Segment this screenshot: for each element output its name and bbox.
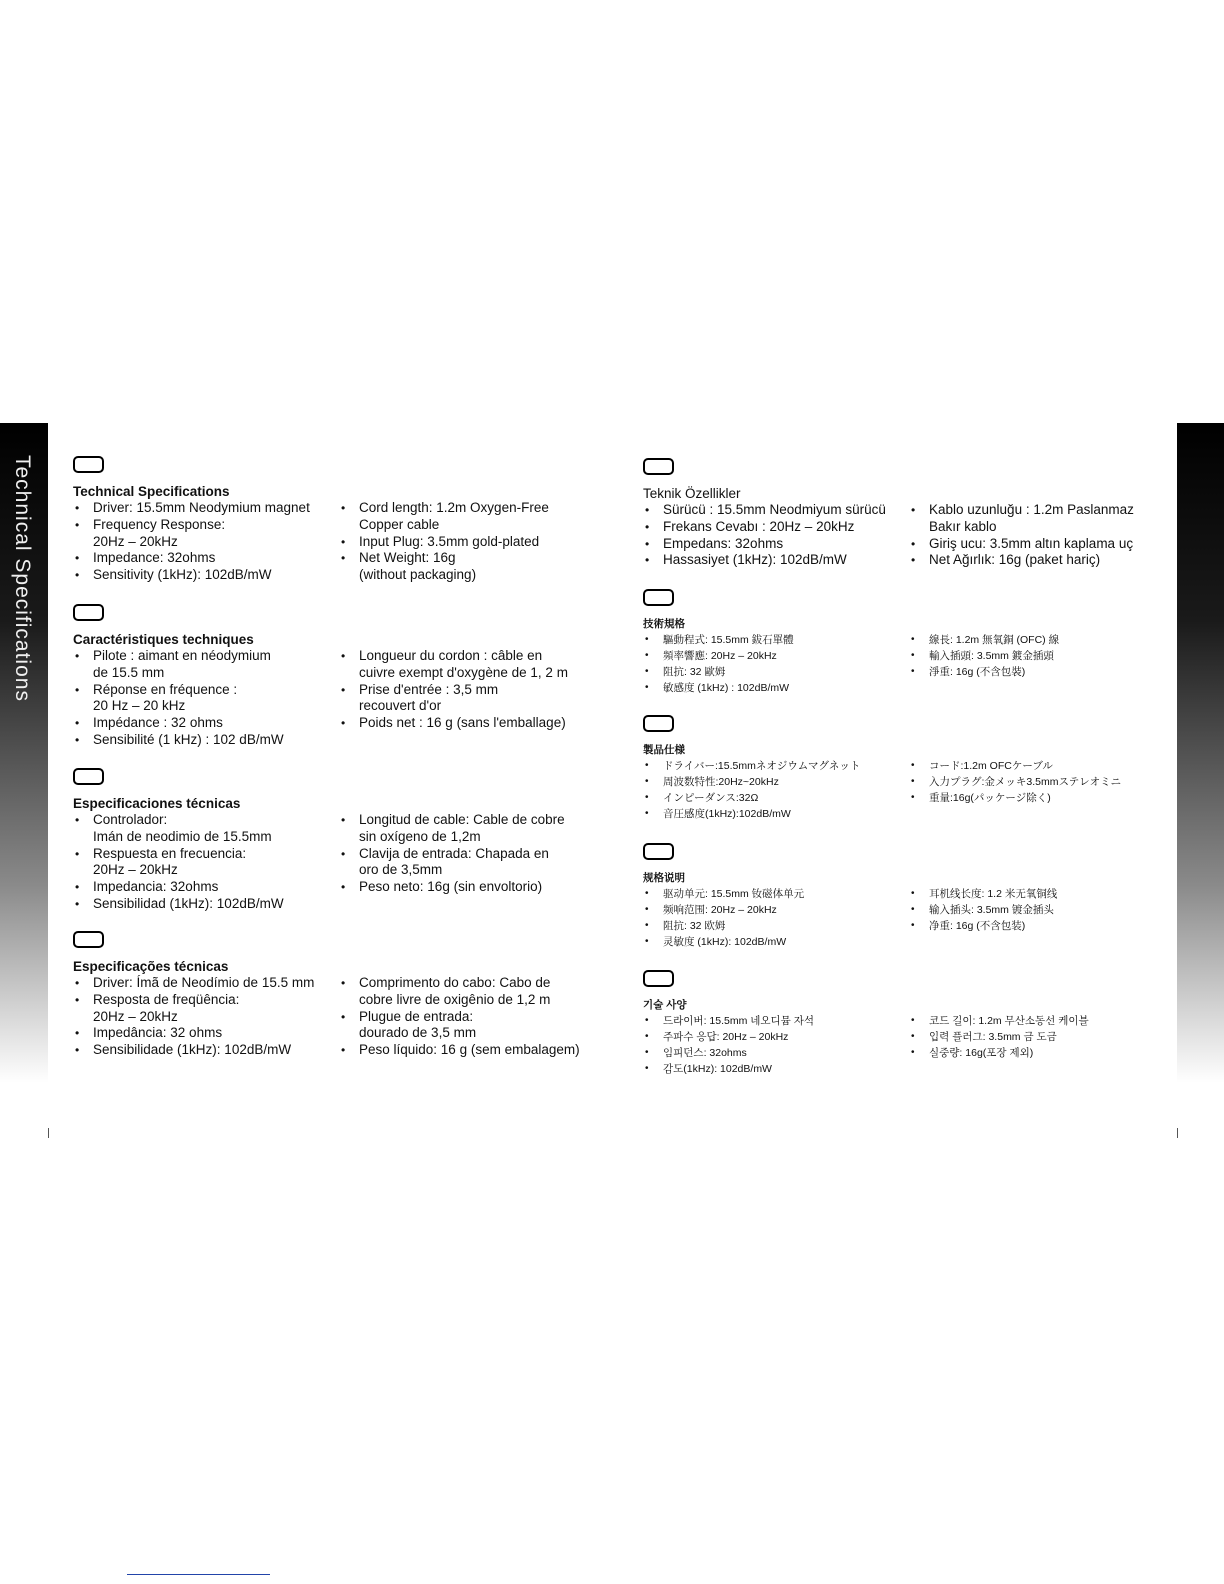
spec-text: • Clavija de entrada: Chapada en: [359, 845, 549, 861]
spec-text: • Plugue de entrada:: [359, 1008, 474, 1024]
section-title: Especificações técnicas: [73, 959, 229, 974]
spec-item: [73, 1025, 339, 1042]
spec-item: [643, 918, 909, 934]
spec-list-left: [643, 886, 909, 950]
spec-text: • 주파수 응답: 20Hz – 20kHz: [663, 1031, 789, 1043]
spec-text: • 頻率響應: 20Hz – 20kHz: [663, 650, 777, 662]
spec-text: • 阻抗: 32 歐姆: [663, 666, 726, 678]
spec-item: [73, 517, 339, 551]
spec-item: [73, 896, 339, 913]
spec-item: [909, 632, 1059, 648]
spec-text: • 코드 길이: 1.2m 무산소동선 케이블: [929, 1015, 1089, 1027]
page-tick-right: [1177, 1128, 1178, 1138]
spec-item: [643, 680, 909, 696]
spec-text: • インピーダンス:32Ω: [663, 792, 759, 804]
spec-item: [73, 992, 339, 1026]
spec-text-continued: 20Hz – 20kHz: [93, 1008, 178, 1024]
spec-item: [73, 715, 339, 732]
spec-text: • Sensibilidad (1kHz): 102dB/mW: [93, 895, 284, 911]
spec-list-left: [73, 812, 339, 913]
spec-text-continued: sin oxígeno de 1,2m: [359, 828, 481, 844]
spec-item: [909, 648, 1059, 664]
spec-text: • Impédance : 32 ohms: [93, 715, 223, 731]
spec-text: • Impedância: 32 ohms: [93, 1025, 223, 1041]
spec-list-left: [73, 975, 339, 1059]
spec-item: [643, 1013, 909, 1029]
section-title: Especificaciones técnicas: [73, 796, 241, 811]
section-title: 기술 사양: [643, 999, 687, 1011]
spec-item: [909, 774, 1121, 790]
spec-item: [909, 902, 1057, 918]
language-badge: [643, 843, 674, 860]
footer-rule: [127, 1574, 270, 1575]
language-badge: [643, 589, 674, 606]
spec-item: [339, 846, 565, 880]
spec-list-left: [643, 758, 909, 822]
spec-text: • Sensitivity (1kHz): 102dB/mW: [93, 567, 272, 583]
spec-text: • Longitud de cable: Cable de cobre: [359, 812, 565, 827]
sidebar-title: Technical Specifications: [11, 455, 34, 702]
language-badge: [643, 458, 674, 475]
spec-text: • Impedance: 32ohms: [93, 550, 216, 566]
spec-text: • Réponse en fréquence :: [93, 681, 238, 697]
spec-list-right: [909, 632, 1059, 696]
spec-text: • 频响范围: 20Hz – 20kHz: [663, 904, 777, 916]
spec-item: [643, 664, 909, 680]
spec-item: [643, 774, 909, 790]
spec-text: • 감도(1kHz): 102dB/mW: [663, 1063, 772, 1075]
spec-text: • Cord length: 1.2m Oxygen-Free: [359, 500, 549, 515]
spec-text: • Net Weight: 16g: [359, 550, 456, 566]
spec-list-right: [909, 886, 1057, 950]
spec-item: [643, 806, 909, 822]
spec-item: [339, 975, 580, 1009]
spec-item: [339, 682, 568, 716]
spec-item: [643, 648, 909, 664]
spec-text-continued: oro de 3,5mm: [359, 862, 443, 878]
spec-item: [339, 534, 549, 551]
spec-item: [909, 918, 1057, 934]
spec-text: • Driver: Ímã de Neodímio de 15.5 mm: [93, 975, 315, 990]
spec-text: • Frequency Response:: [93, 516, 226, 532]
spec-item: [643, 632, 909, 648]
spec-text: • 入力プラグ:金メッキ3.5mmステレオミニ: [929, 776, 1122, 788]
spec-text: • 驱动单元: 15.5mm 钕磁体单元: [663, 888, 805, 900]
spec-text: • 阻抗: 32 欧姆: [663, 920, 726, 932]
spec-text: • 線長: 1.2m 無氧銅 (OFC) 線: [929, 634, 1060, 646]
language-badge: [73, 456, 104, 473]
spec-text: • Hassasiyet (1kHz): 102dB/mW: [663, 552, 847, 568]
language-badge: [643, 715, 674, 732]
spec-item: [909, 664, 1059, 680]
spec-text: • ドライバー:15.5mmネオジウムマグネット: [663, 760, 861, 772]
spec-item: [909, 1029, 1089, 1045]
spec-text: • Comprimento do cabo: Cabo de: [359, 975, 551, 990]
spec-item: [339, 1042, 580, 1059]
spec-text: • Impedancia: 32ohms: [93, 879, 219, 895]
spec-text: • Peso neto: 16g (sin envoltorio): [359, 879, 543, 895]
spec-list-right: [909, 502, 1134, 569]
spec-text-continued: dourado de 3,5 mm: [359, 1025, 477, 1041]
spec-text: • Resposta de freqüência:: [93, 991, 240, 1007]
spec-item: [73, 500, 339, 517]
spec-item: [339, 812, 565, 846]
language-badge: [73, 768, 104, 785]
section-fr: [73, 604, 568, 749]
spec-item: [73, 682, 339, 716]
spec-item: [73, 567, 339, 584]
section-en: [73, 456, 549, 584]
spec-text-continued: Copper cable: [359, 516, 440, 532]
spec-text-continued: cobre livre de oxigênio de 1,2 m: [359, 991, 551, 1007]
spec-item: [643, 552, 909, 569]
spec-item: [339, 550, 549, 584]
spec-item: [643, 1061, 909, 1077]
spec-text: • 重量:16g(パッケージ除く): [929, 792, 1051, 804]
spec-text: • 輸入插頭: 3.5mm 鍍金插頭: [929, 650, 1054, 662]
spec-item: [643, 790, 909, 806]
spec-text-continued: 20Hz – 20kHz: [93, 533, 178, 549]
spec-text: • 周波数特性:20Hz~20kHz: [663, 776, 779, 788]
spec-text: • 驅動程式: 15.5mm 鈸石單體: [663, 634, 794, 646]
spec-text: • Sensibilidade (1kHz): 102dB/mW: [93, 1042, 292, 1058]
spec-text: • Prise d'entrée : 3,5 mm: [359, 681, 499, 697]
spec-list-right: [909, 758, 1121, 822]
spec-text: • Input Plug: 3.5mm gold-plated: [359, 533, 540, 549]
spec-text-continued: Imán de neodimio de 15.5mm: [93, 828, 272, 844]
section-zh-tw: [643, 589, 1059, 696]
spec-item: [339, 715, 568, 732]
spec-text-continued: recouvert d'or: [359, 698, 442, 714]
spec-list-right: [339, 812, 565, 913]
spec-item: [909, 790, 1121, 806]
spec-text: • Pilote : aimant en néodymium: [93, 648, 271, 663]
language-badge: [643, 970, 674, 987]
spec-list-right: [339, 975, 580, 1059]
spec-text: • 입력 플러그: 3.5mm 금 도금: [929, 1031, 1057, 1043]
section-zh-cn: [643, 843, 1057, 950]
spec-text-continued: de 15.5 mm: [93, 664, 165, 680]
section-title: 规格说明: [643, 872, 685, 884]
spec-text: • Empedans: 32ohms: [663, 535, 784, 551]
spec-text: • 耳机线长度: 1.2 米无氧铜线: [929, 888, 1058, 900]
spec-list-right: [909, 1013, 1089, 1077]
spec-text-continued: (without packaging): [359, 567, 477, 583]
spec-list-left: [73, 648, 339, 749]
spec-text: • 音圧感度(1kHz):102dB/mW: [663, 808, 791, 820]
section-title: Teknik Özellikler: [643, 486, 741, 501]
spec-list-left: [643, 502, 909, 569]
spec-text: • 淨重: 16g (不含包裝): [929, 666, 1026, 678]
spec-list-left: [643, 1013, 909, 1077]
spec-item: [643, 886, 909, 902]
spec-list-left: [73, 500, 339, 584]
spec-item: [73, 732, 339, 749]
spec-item: [909, 1045, 1089, 1061]
spec-text: • Kablo uzunluğu : 1.2m Paslanmaz: [929, 502, 1134, 517]
spec-text: • Longueur du cordon : câble en: [359, 648, 543, 663]
spec-item: [643, 536, 909, 553]
spec-item: [909, 536, 1134, 553]
spec-list-left: [643, 632, 909, 696]
spec-text: • 输入插头: 3.5mm 镀金插头: [929, 904, 1054, 916]
spec-text: • Sürücü : 15.5mm Neodmiyum sürücü: [663, 502, 886, 517]
section-tr: [643, 458, 1134, 569]
spec-text-continued: 20Hz – 20kHz: [93, 862, 178, 878]
spec-item: [909, 552, 1134, 569]
spec-item: [73, 975, 339, 992]
spec-text: • Frekans Cevabı : 20Hz – 20kHz: [663, 518, 855, 534]
spec-item: [73, 846, 339, 880]
section-title: Technical Specifications: [73, 484, 230, 499]
section-ja: [643, 715, 1121, 822]
spec-text: • Sensibilité (1 kHz) : 102 dB/mW: [93, 731, 284, 747]
spec-text: • Respuesta en frecuencia:: [93, 845, 247, 861]
spec-text: • Net Ağırlık: 16g (paket hariç): [929, 552, 1101, 568]
spec-text: • Poids net : 16 g (sans l'emballage): [359, 715, 566, 731]
spec-text: • 灵敏度 (1kHz): 102dB/mW: [663, 936, 787, 948]
spec-text: • コード:1.2m OFCケーブル: [929, 760, 1053, 772]
spec-text: • 净重: 16g (不含包装): [929, 920, 1026, 932]
spec-item: [73, 879, 339, 896]
spec-text: • 드라이버: 15.5mm 네오디뮴 자석: [663, 1015, 815, 1027]
spec-item: [339, 500, 549, 534]
spec-item: [909, 502, 1134, 536]
spec-item: [643, 519, 909, 536]
spec-text: • Driver: 15.5mm Neodymium magnet: [93, 500, 310, 515]
spec-text: • Controlador:: [93, 812, 168, 827]
language-badge: [73, 931, 104, 948]
spec-text: • Peso líquido: 16 g (sem embalagem): [359, 1042, 580, 1058]
spec-text: • 敏感度 (1kHz) : 102dB/mW: [663, 682, 790, 694]
spec-list-right: [339, 500, 549, 584]
right-gradient-bar: [1177, 423, 1224, 1083]
spec-item: [339, 879, 565, 896]
spec-text: • Giriş ucu: 3.5mm altın kaplama uç: [929, 535, 1134, 551]
spec-text: • 실중량: 16g(포장 제외): [929, 1047, 1034, 1059]
spec-item: [339, 648, 568, 682]
language-badge: [73, 604, 104, 621]
section-pt: [73, 931, 580, 1059]
spec-item: [73, 1042, 339, 1059]
spec-item: [643, 758, 909, 774]
spec-item: [73, 550, 339, 567]
spec-item: [339, 1009, 580, 1043]
page-tick-left: [48, 1128, 49, 1138]
spec-item: [73, 648, 339, 682]
spec-text: • 임피던스: 32ohms: [663, 1047, 747, 1059]
spec-item: [909, 758, 1121, 774]
spec-text-continued: Bakır kablo: [929, 518, 997, 534]
section-title: 製品仕様: [643, 744, 685, 756]
spec-item: [643, 934, 909, 950]
section-title: 技術規格: [643, 618, 685, 630]
section-es: [73, 768, 565, 913]
spec-list-right: [339, 648, 568, 749]
section-title: Caractéristiques techniques: [73, 632, 254, 647]
spec-item: [643, 502, 909, 519]
spec-item: [73, 812, 339, 846]
spec-text-continued: 20 Hz – 20 kHz: [93, 698, 186, 714]
spec-item: [909, 1013, 1089, 1029]
spec-item: [643, 902, 909, 918]
section-ko: [643, 970, 1089, 1077]
spec-item: [643, 1045, 909, 1061]
spec-text-continued: cuivre exempt d'oxygène de 1, 2 m: [359, 664, 568, 680]
spec-item: [909, 886, 1057, 902]
spec-item: [643, 1029, 909, 1045]
